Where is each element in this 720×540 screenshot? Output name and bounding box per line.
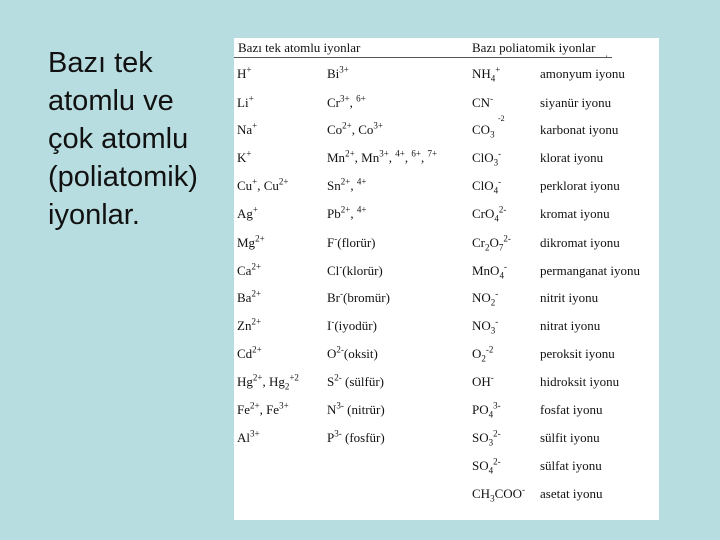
polyatomic-formula: MnO$_4$- bbox=[472, 261, 507, 281]
polyatomic-formula: $PO_4^{3-}$ bbox=[472, 400, 501, 420]
monatomic-ion: $N^{3-}$ (nitrür) bbox=[327, 400, 385, 417]
header-polyatomic: Bazı poliatomik iyonlar bbox=[472, 40, 596, 55]
slide-title: Bazı tek atomlu ve çok atomlu (poliatomik) iyonlar. bbox=[48, 47, 198, 231]
monatomic-ion: I-(iyodür) bbox=[327, 316, 377, 333]
polyatomic-name: dikromat iyonu bbox=[540, 235, 620, 250]
polyatomic-formula: ClO$_3$- bbox=[472, 148, 502, 168]
polyatomic-formula: $O_2^{-2}$ bbox=[472, 344, 494, 364]
polyatomic-name: siyanür iyonu bbox=[540, 95, 612, 110]
monatomic-ion: Cu+, $Cu^{2+}$ bbox=[237, 176, 289, 193]
polyatomic-formula: $NH_4^+$ bbox=[472, 64, 501, 84]
polyatomic-formula: $SO_4^{2-}$ bbox=[472, 456, 501, 476]
monatomic-ion: $Sn^{2+}$, $^{4+}$ bbox=[327, 176, 367, 193]
monatomic-ion: $Co^{2+}$, $Co^{3+}$ bbox=[327, 120, 383, 137]
monatomic-ion: Li+ bbox=[237, 93, 254, 110]
polyatomic-name: permanganat iyonu bbox=[540, 263, 640, 278]
monatomic-ion: $Al^{3+}$ bbox=[237, 428, 260, 445]
polyatomic-formula: $CH_3COO^-$ bbox=[472, 484, 526, 504]
monatomic-ion: F-(florür) bbox=[327, 233, 376, 250]
polyatomic-name: sülfit iyonu bbox=[540, 430, 600, 445]
monatomic-ion: $Hg^{2+}$, $Hg_2^{+2}$ bbox=[237, 372, 299, 392]
monatomic-ion: $Zn^{2+}$ bbox=[237, 316, 262, 333]
ion-table bbox=[234, 38, 659, 520]
polyatomic-name: karbonat iyonu bbox=[540, 122, 619, 137]
monatomic-ion: $Ba^{2+}$ bbox=[237, 288, 262, 305]
monatomic-ion: Cl-(klorür) bbox=[327, 261, 383, 278]
monatomic-ion: $Cd^{2+}$ bbox=[237, 344, 262, 361]
header-monatomic: Bazı tek atomlu iyonlar bbox=[238, 40, 361, 55]
polyatomic-formula: $SO_3^{2-}$ bbox=[472, 428, 501, 448]
header-divider bbox=[234, 57, 612, 58]
polyatomic-formula: $CO_3$ bbox=[472, 122, 495, 140]
polyatomic-name: kromat iyonu bbox=[540, 206, 610, 221]
monatomic-ion: $Cr^{3+}$, $^{6+}$ bbox=[327, 93, 366, 110]
carbonate-charge-note: -2 bbox=[498, 114, 505, 123]
polyatomic-formula: $Cr_2O_7^{2-}$ bbox=[472, 233, 511, 253]
polyatomic-name: peroksit iyonu bbox=[540, 346, 615, 361]
polyatomic-name: nitrit iyonu bbox=[540, 290, 599, 305]
monatomic-ion: Na+ bbox=[237, 120, 258, 137]
polyatomic-name: sülfat iyonu bbox=[540, 458, 602, 473]
polyatomic-formula: ClO$_4$- bbox=[472, 176, 502, 196]
monatomic-ion: Br-(bromür) bbox=[327, 288, 390, 305]
monatomic-ion: $Pb^{2+}$, $^{4+}$ bbox=[327, 204, 367, 221]
polyatomic-formula: $NO_2^-$ bbox=[472, 288, 499, 308]
monatomic-ion: $O^{2-}(oksit)$ bbox=[327, 344, 378, 361]
polyatomic-formula: OH- bbox=[472, 372, 494, 389]
monatomic-ion: $Mg^{2+}$ bbox=[237, 233, 265, 250]
monatomic-ion: Ag+ bbox=[237, 204, 258, 221]
monatomic-ion: K+ bbox=[237, 148, 252, 165]
monatomic-ion: $Fe^{2+}$, $Fe^{3+}$ bbox=[237, 400, 289, 417]
monatomic-ion: $S^{2-}$ (sülfür) bbox=[327, 372, 384, 389]
polyatomic-formula: $NO_3^-$ bbox=[472, 316, 499, 336]
polyatomic-formula: CN- bbox=[472, 93, 494, 110]
monatomic-ion: H+ bbox=[237, 64, 252, 81]
polyatomic-formula: CrO$_4^{2-}$ bbox=[472, 204, 507, 224]
monatomic-ion: $Ca^{2+}$ bbox=[237, 261, 262, 278]
polyatomic-name: asetat iyonu bbox=[540, 486, 603, 501]
monatomic-ion: $P^{3-}$ (fosfür) bbox=[327, 428, 385, 445]
monatomic-ion: $Bi^{3+}$ bbox=[327, 64, 349, 81]
monatomic-ion: $Mn^{2+}$, $Mn^{3+}$, $^{4+}$, $^{6+}$, $^{7+}$ bbox=[327, 148, 438, 165]
header-mark: ' bbox=[606, 54, 608, 63]
polyatomic-name: fosfat iyonu bbox=[540, 402, 603, 417]
polyatomic-name: nitrat iyonu bbox=[540, 318, 601, 333]
polyatomic-name: perklorat iyonu bbox=[540, 178, 620, 193]
polyatomic-name: hidroksit iyonu bbox=[540, 374, 620, 389]
polyatomic-name: klorat iyonu bbox=[540, 150, 604, 165]
polyatomic-name: amonyum iyonu bbox=[540, 66, 625, 81]
